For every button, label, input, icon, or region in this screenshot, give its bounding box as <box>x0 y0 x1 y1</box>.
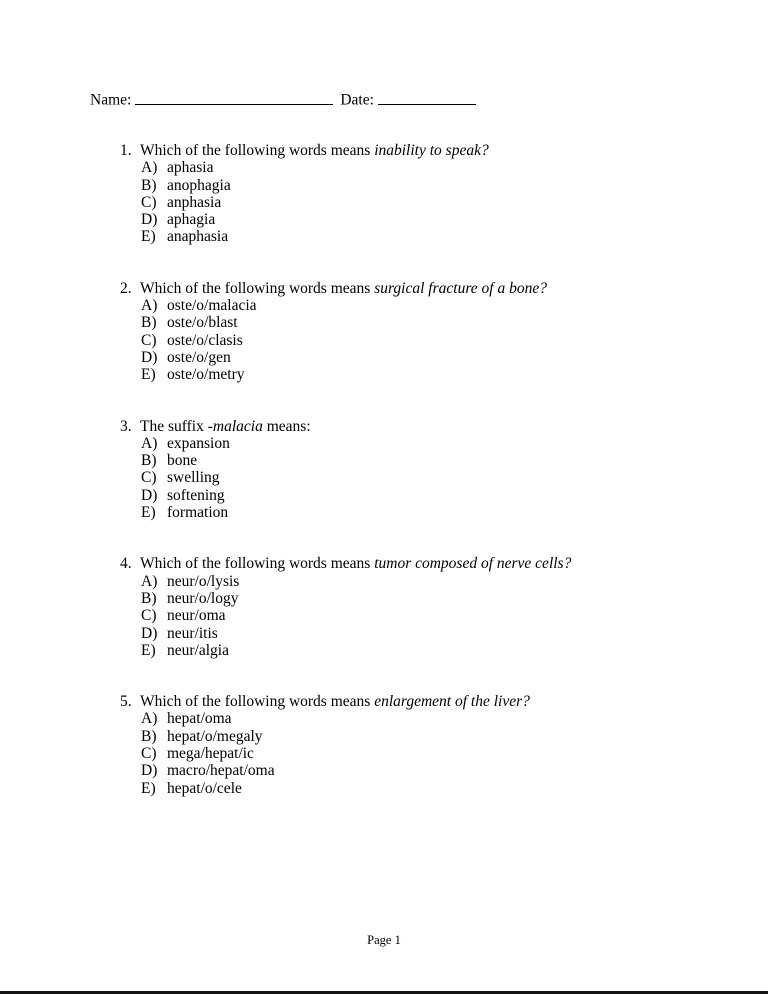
choice-text: aphagia <box>167 211 216 229</box>
choice-letter: B) <box>141 452 157 470</box>
choice-text: swelling <box>167 469 220 487</box>
choice-text: macro/hepat/oma <box>167 762 275 780</box>
question-stem-plain: Which of the following words means <box>140 693 375 711</box>
choice-row <box>0 728 768 745</box>
name-label: Name: <box>90 91 132 109</box>
choice-letter: A) <box>141 159 158 177</box>
choice-row <box>0 194 768 211</box>
choice-row <box>0 469 768 486</box>
page-number-footer: Page 1 <box>367 933 401 947</box>
choice-text: neur/algia <box>167 641 229 659</box>
choice-letter: D) <box>141 348 158 366</box>
choice-letter: C) <box>141 469 157 487</box>
choice-text: anophagia <box>167 176 231 194</box>
choice-letter: D) <box>141 762 158 780</box>
choice-row <box>0 762 768 779</box>
choice-letter: B) <box>141 176 157 194</box>
choice-row <box>0 590 768 607</box>
choice-text: oste/o/metry <box>167 366 245 384</box>
choice-letter: B) <box>141 589 157 607</box>
choice-text: anaphasia <box>167 228 229 246</box>
choice-row <box>0 745 768 762</box>
question-stem-italic: -malacia <box>207 417 263 435</box>
question-number: 5. <box>120 693 132 711</box>
choice-letter: D) <box>141 211 158 229</box>
date-label: Date: <box>340 91 374 109</box>
choice-letter: A) <box>141 297 158 315</box>
choice-row <box>0 332 768 349</box>
choice-letter: B) <box>141 314 157 332</box>
choice-row <box>0 177 768 194</box>
choice-letter: C) <box>141 193 157 211</box>
question-number: 2. <box>120 279 132 297</box>
choice-row <box>0 452 768 469</box>
choice-text: expansion <box>167 434 230 452</box>
choice-text: mega/hepat/ic <box>167 745 254 763</box>
choice-text: hepat/oma <box>167 710 232 728</box>
question-number: 4. <box>120 555 132 573</box>
question-stem-italic: inability to speak? <box>374 142 489 159</box>
question-2 <box>0 280 768 384</box>
choice-letter: C) <box>141 607 157 625</box>
choice-row <box>0 625 768 642</box>
choice-row <box>0 297 768 314</box>
choice-letter: E) <box>141 504 156 522</box>
question-stem <box>0 418 768 435</box>
choice-text: hepat/o/megaly <box>167 727 263 745</box>
choice-text: anphasia <box>167 193 222 211</box>
choice-row <box>0 349 768 366</box>
choice-text: oste/o/clasis <box>167 331 243 349</box>
choice-letter: B) <box>141 727 157 745</box>
choice-row <box>0 504 768 521</box>
name-blank-line <box>135 89 333 105</box>
choice-letter: A) <box>141 572 158 590</box>
choice-row <box>0 710 768 727</box>
choice-text: aphasia <box>167 159 214 177</box>
question-stem-post: means: <box>262 417 311 435</box>
choice-letter: C) <box>141 745 157 763</box>
question-5 <box>0 693 768 797</box>
question-stem <box>0 280 768 297</box>
choice-row <box>0 487 768 504</box>
question-list <box>0 142 768 831</box>
question-number: 3. <box>120 417 132 435</box>
choice-text: softening <box>167 486 225 504</box>
question-stem-plain: Which of the following words means <box>140 555 375 573</box>
choice-row <box>0 159 768 176</box>
choice-row <box>0 642 768 659</box>
choice-row <box>0 607 768 624</box>
question-number: 1. <box>120 142 132 159</box>
choice-letter: A) <box>141 434 158 452</box>
choice-letter: E) <box>141 366 156 384</box>
choice-text: hepat/o/cele <box>167 779 242 797</box>
choice-row <box>0 573 768 590</box>
question-4 <box>0 555 768 659</box>
choice-text: neur/o/lysis <box>167 572 240 590</box>
choice-letter: A) <box>141 710 158 728</box>
choice-letter: C) <box>141 331 157 349</box>
choice-letter: D) <box>141 486 158 504</box>
choice-text: neur/itis <box>167 624 218 642</box>
question-stem-plain: The suffix <box>140 417 208 435</box>
choice-row <box>0 366 768 383</box>
question-3 <box>0 418 768 522</box>
choice-text: oste/o/blast <box>167 314 238 332</box>
choice-text: formation <box>167 504 229 522</box>
question-stem-plain: Which of the following words means <box>140 279 375 297</box>
choice-row <box>0 435 768 452</box>
choice-letter: D) <box>141 624 158 642</box>
question-stem-plain: Which of the following words means <box>140 142 375 159</box>
question-1 <box>0 142 768 246</box>
choice-text: bone <box>167 452 198 470</box>
choice-text: neur/o/logy <box>167 589 239 607</box>
choice-row <box>0 228 768 245</box>
question-stem <box>0 693 768 710</box>
question-stem <box>0 142 768 159</box>
choice-row <box>0 780 768 797</box>
question-stem <box>0 555 768 572</box>
choice-text: oste/o/malacia <box>167 297 257 315</box>
choice-text: oste/o/gen <box>167 348 231 366</box>
question-stem-italic: tumor composed of nerve cells? <box>374 555 572 573</box>
question-stem-italic: surgical fracture of a bone? <box>374 279 547 297</box>
choice-letter: E) <box>141 779 156 797</box>
choice-letter: E) <box>141 228 156 246</box>
choice-text: neur/oma <box>167 607 226 625</box>
name-date-header <box>90 89 476 110</box>
choice-row <box>0 211 768 228</box>
choice-row <box>0 314 768 331</box>
choice-letter: E) <box>141 641 156 659</box>
question-stem-italic: enlargement of the liver? <box>374 693 530 711</box>
date-blank-line <box>378 89 476 105</box>
